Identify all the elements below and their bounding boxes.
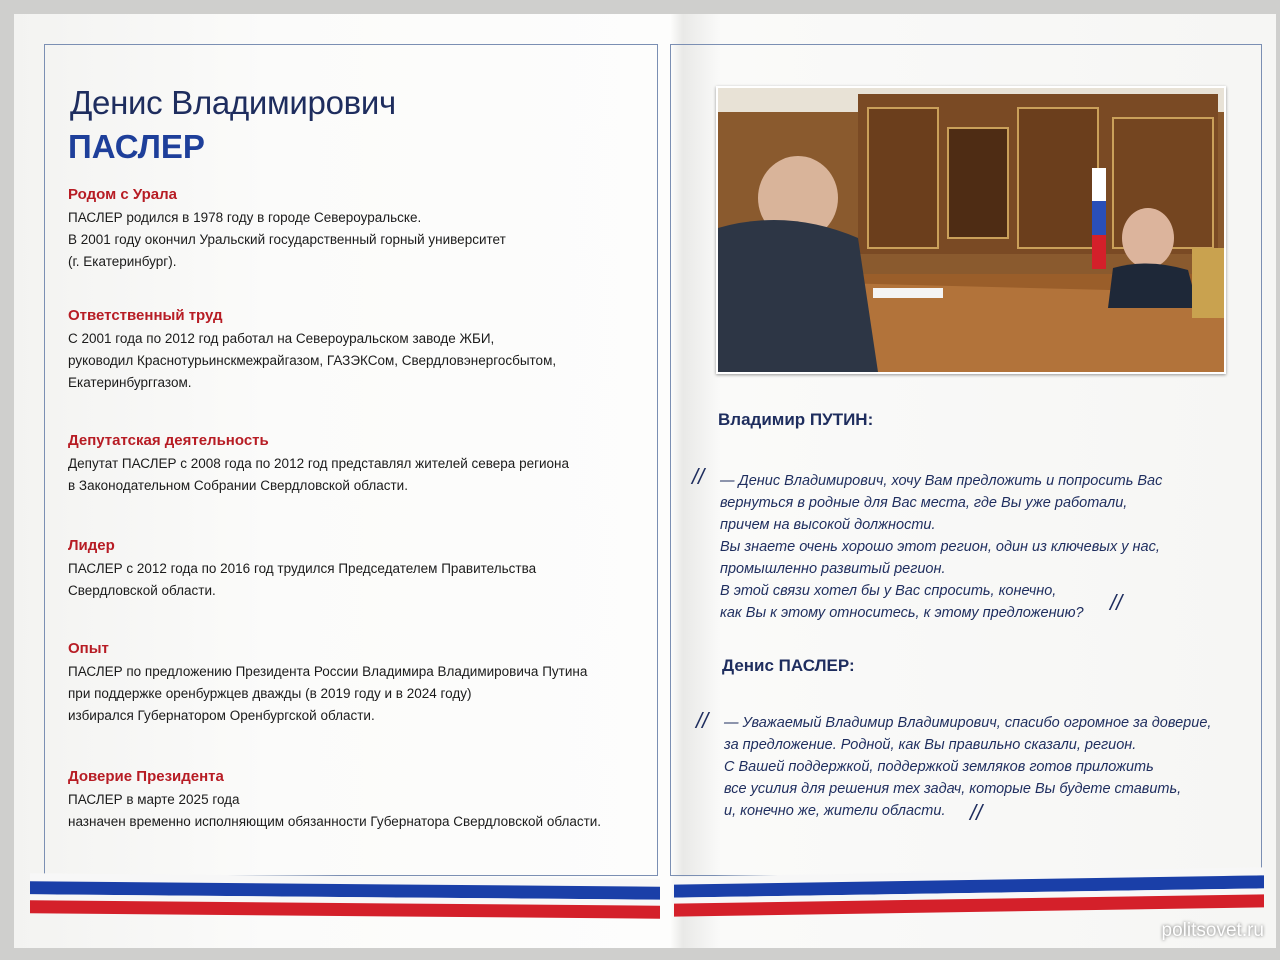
quote-line: вернуться в родные для Вас места, где Вы уже работали,: [720, 495, 1128, 511]
bio-section-leader: [68, 537, 658, 602]
quote-line: Вы знаете очень хорошо этот регион, один из ключевых у нас,: [720, 539, 1160, 555]
quote-line: С Вашей поддержкой, поддержкой земляков готов приложить: [724, 759, 1154, 775]
section-line: в Законодательном Собрании Свердловской области.: [68, 478, 408, 493]
pasler-quote: [724, 712, 1211, 822]
section-line: назначен временно исполняющим обязанности Губернатора Свердловской области.: [68, 814, 602, 829]
section-line: Депутат ПАСЛЕР с 2008 года по 2012 год представлял жителей севера региона: [68, 456, 570, 471]
quote-close-mark: //: [1110, 590, 1123, 615]
meeting-photo-illustration: [718, 88, 1224, 372]
quote-open-mark: //: [696, 708, 709, 733]
section-heading: Ответственный труд: [68, 307, 223, 324]
bio-section-work: [68, 307, 658, 394]
last-name-heading: ПАСЛЕР: [68, 128, 205, 165]
tricolor-stripe-right: [674, 867, 1264, 924]
quote-line: — Уважаемый Владимир Владимирович, спасибо огромное за доверие,: [724, 715, 1212, 731]
section-line: избирался Губернатором Оренбургской области.: [68, 708, 375, 723]
quote-line: В этой связи хотел бы у Вас спросить, конечно,: [720, 583, 1057, 599]
speaker-putin: Владимир ПУТИН:: [718, 410, 874, 429]
quote-line: и, конечно же, жители области.: [724, 803, 946, 819]
section-line: В 2001 году окончил Уральский государственный горный университет: [68, 232, 506, 247]
bio-section-deputy: [68, 432, 658, 497]
section-line: (г. Екатеринбург).: [68, 254, 177, 269]
bio-section-trust: [68, 768, 658, 833]
quote-line: как Вы к этому относитесь, к этому предложению?: [720, 605, 1084, 621]
bio-section-origin: [68, 186, 658, 273]
tricolor-stripe-left: [30, 873, 660, 926]
section-heading: Лидер: [68, 537, 115, 554]
bio-section-experience: [68, 640, 658, 727]
section-heading: Доверие Президента: [68, 768, 224, 785]
quote-line: — Денис Владимирович, хочу Вам предложить и попросить Вас: [720, 473, 1163, 489]
quote-line: все усилия для решения тех задач, которые Вы будете ставить,: [724, 781, 1182, 797]
first-name-heading: Денис Владимирович: [70, 84, 396, 121]
quote-line: промышленно развитый регион.: [720, 561, 946, 577]
section-line: ПАСЛЕР родился в 1978 году в городе Североуральске.: [68, 210, 422, 225]
section-line: руководил Краснотурьинскмежрайгазом, ГАЗЭКСом, Свердловэнергосбытом,: [68, 353, 557, 368]
section-line: ПАСЛЕР по предложению Президента России Владимира Владимировича Путина: [68, 664, 588, 679]
quote-close-mark: //: [970, 800, 983, 825]
speaker-pasler: Денис ПАСЛЕР:: [722, 656, 855, 675]
watermark: politsovet.ru: [1161, 920, 1264, 941]
quote-line: за предложение. Родной, как Вы правильно сказали, регион.: [724, 737, 1137, 753]
quote-open-mark: //: [692, 464, 705, 489]
section-line: ПАСЛЕР с 2012 года по 2016 год трудился Председателем Правительства: [68, 561, 537, 576]
section-heading: Опыт: [68, 640, 109, 657]
putin-quote: [720, 470, 1162, 624]
section-line: С 2001 года по 2012 год работал на Североуральском заводе ЖБИ,: [68, 331, 495, 346]
meeting-photo: [716, 86, 1226, 374]
section-heading: Депутатская деятельность: [68, 432, 269, 449]
section-line: Свердловской области.: [68, 583, 216, 598]
section-line: ПАСЛЕР в марте 2025 года: [68, 792, 240, 807]
section-line: Екатеринбурггазом.: [68, 375, 192, 390]
quote-line: причем на высокой должности.: [720, 517, 936, 533]
section-heading: Родом с Урала: [68, 186, 177, 203]
section-line: при поддержке оренбуржцев дважды (в 2019 году и в 2024 году): [68, 686, 472, 701]
